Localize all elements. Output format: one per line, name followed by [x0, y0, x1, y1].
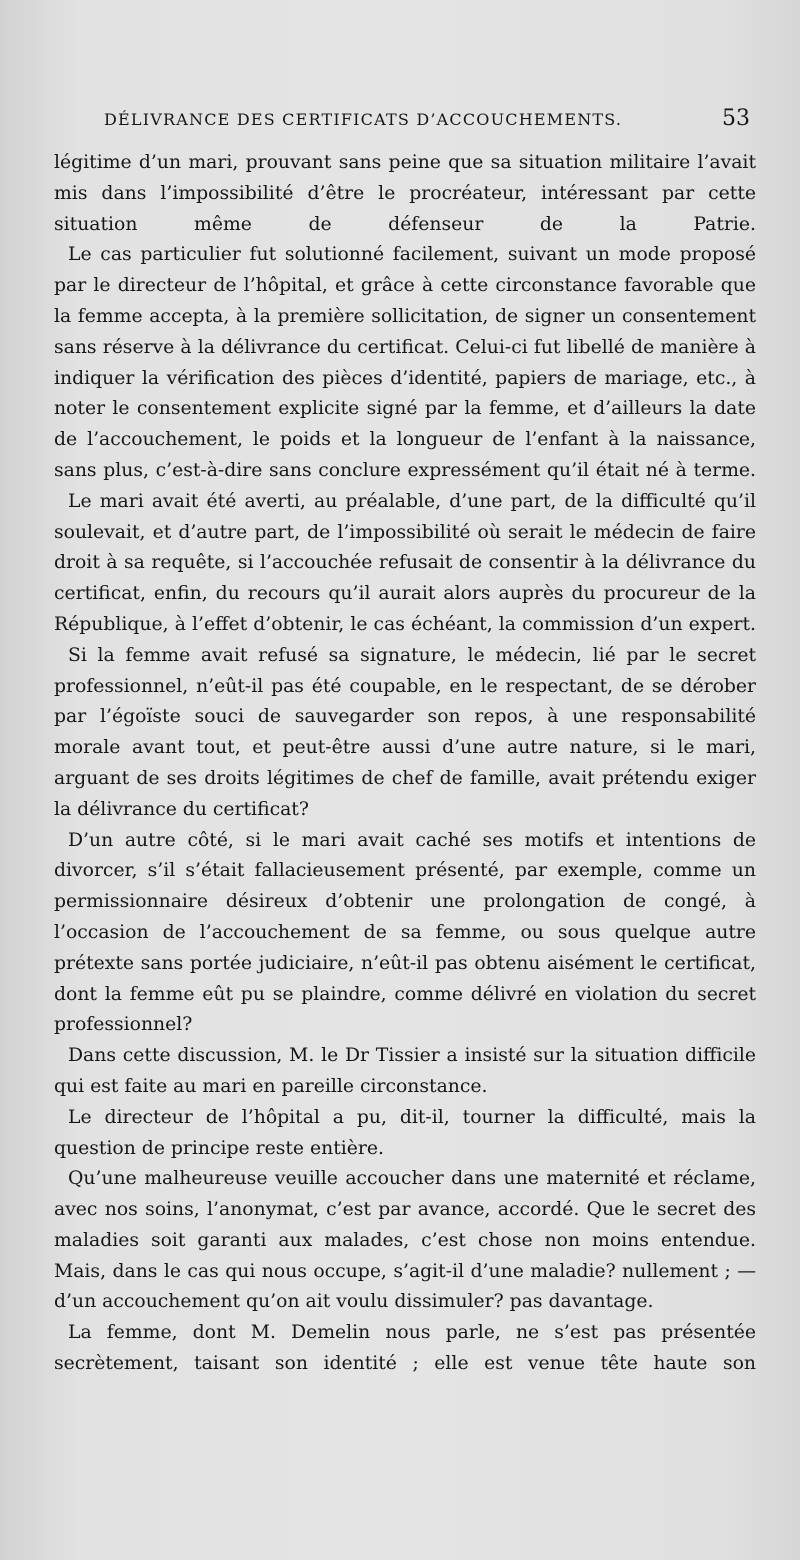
page-number: 53	[722, 106, 750, 131]
paragraph-solution: Le cas particulier fut solutionné facilement, suivant un mode proposé par le directeur de l’hôpital, et grâce à cette circonstance favorable que la femme accepta, à la première sollicitation, de signer un consentement sans réserve à la délivrance du certificat. Celui-ci fut libellé de manière à indiquer la vérification des pièces d’identité, papiers de mariage, etc., à noter le consentement explicite signé par la femme, et d’ailleurs la date de l’accouchement, le poids et la longueur de l’enfant à la naissance, sans plus, c’est-à-dire sans conclure expressément qu’il était né à terme.	[54, 244, 756, 481]
paragraph-continuation: légitime d’un mari, prouvant sans peine que sa situation militaire l’avait mis dans l’impossibilité d’être le procréateur, intéressant par cette situation même de défenseur de la Patrie.	[54, 152, 756, 235]
paragraph-other-side: D’un autre côté, si le mari avait caché ses motifs et intentions de divorcer, s’il s’était fallacieusement présenté, par exemple, comme un permissionnaire désireux d’obtenir une prolongation de congé, à l’occasion de l’accouchement de sa femme, ou sous quelque autre prétexte sans portée judiciaire, n’eût-il pas obtenu aisément le certificat, dont la femme eût pu se plaindre, comme délivré en violation du secret professionnel?	[54, 829, 756, 1036]
paragraph-refusal: Si la femme avait refusé sa signature, le médecin, lié par le secret professionnel, n’eût-il pas été coupable, en le respectant, de se dérober par l’égoïste souci de sauvegarder son repos, à une responsabilité morale avant tout, et peut-être aussi d’une autre nature, si le mari, arguant de ses droits légitimes de chef de famille, avait prétendu exiger la délivrance du certificat?	[54, 644, 756, 820]
paragraph-husband-warned: Le mari avait été averti, au préalable, d’une part, de la difficulté qu’il soulevait, et d’autre part, de l’impossibilité où serait le médecin de faire droit à sa requête, si l’accouchée refusait de consentir à la délivrance du certificat, enfin, du recours qu’il aurait alors auprès du procureur de la République, à l’effet d’obtenir, le cas échéant, la commission d’un expert.	[54, 490, 756, 635]
page-header	[104, 106, 750, 136]
body-text	[54, 148, 756, 1380]
paragraph-director: Le directeur de l’hôpital a pu, dit-il, tourner la difficulté, mais la question de principe reste entière.	[54, 1106, 756, 1159]
paragraph-woman: La femme, dont M. Demelin nous parle, ne s’est pas présentée secrètement, taisant son identité ; elle est venue tête haute son	[54, 1322, 756, 1375]
paragraph-discussion: Dans cette discussion, M. le Dr Tissier a insisté sur la situation difficile qui est faite au mari en pareille circonstance.	[54, 1045, 756, 1097]
running-title: DÉLIVRANCE DES CERTIFICATS D’ACCOUCHEMENTS.	[104, 110, 623, 129]
paragraph-anonymity: Qu’une malheureuse veuille accoucher dans une maternité et réclame, avec nos soins, l’anonymat, c’est par avance, accordé. Que le secret des maladies soit garanti aux malades, c’est chose non moins entendue. Mais, dans le cas qui nous occupe, s’agit-il d’une maladie? nullement ; — d’un accouchement qu’on ait voulu dissimuler? pas davantage.	[54, 1168, 756, 1313]
